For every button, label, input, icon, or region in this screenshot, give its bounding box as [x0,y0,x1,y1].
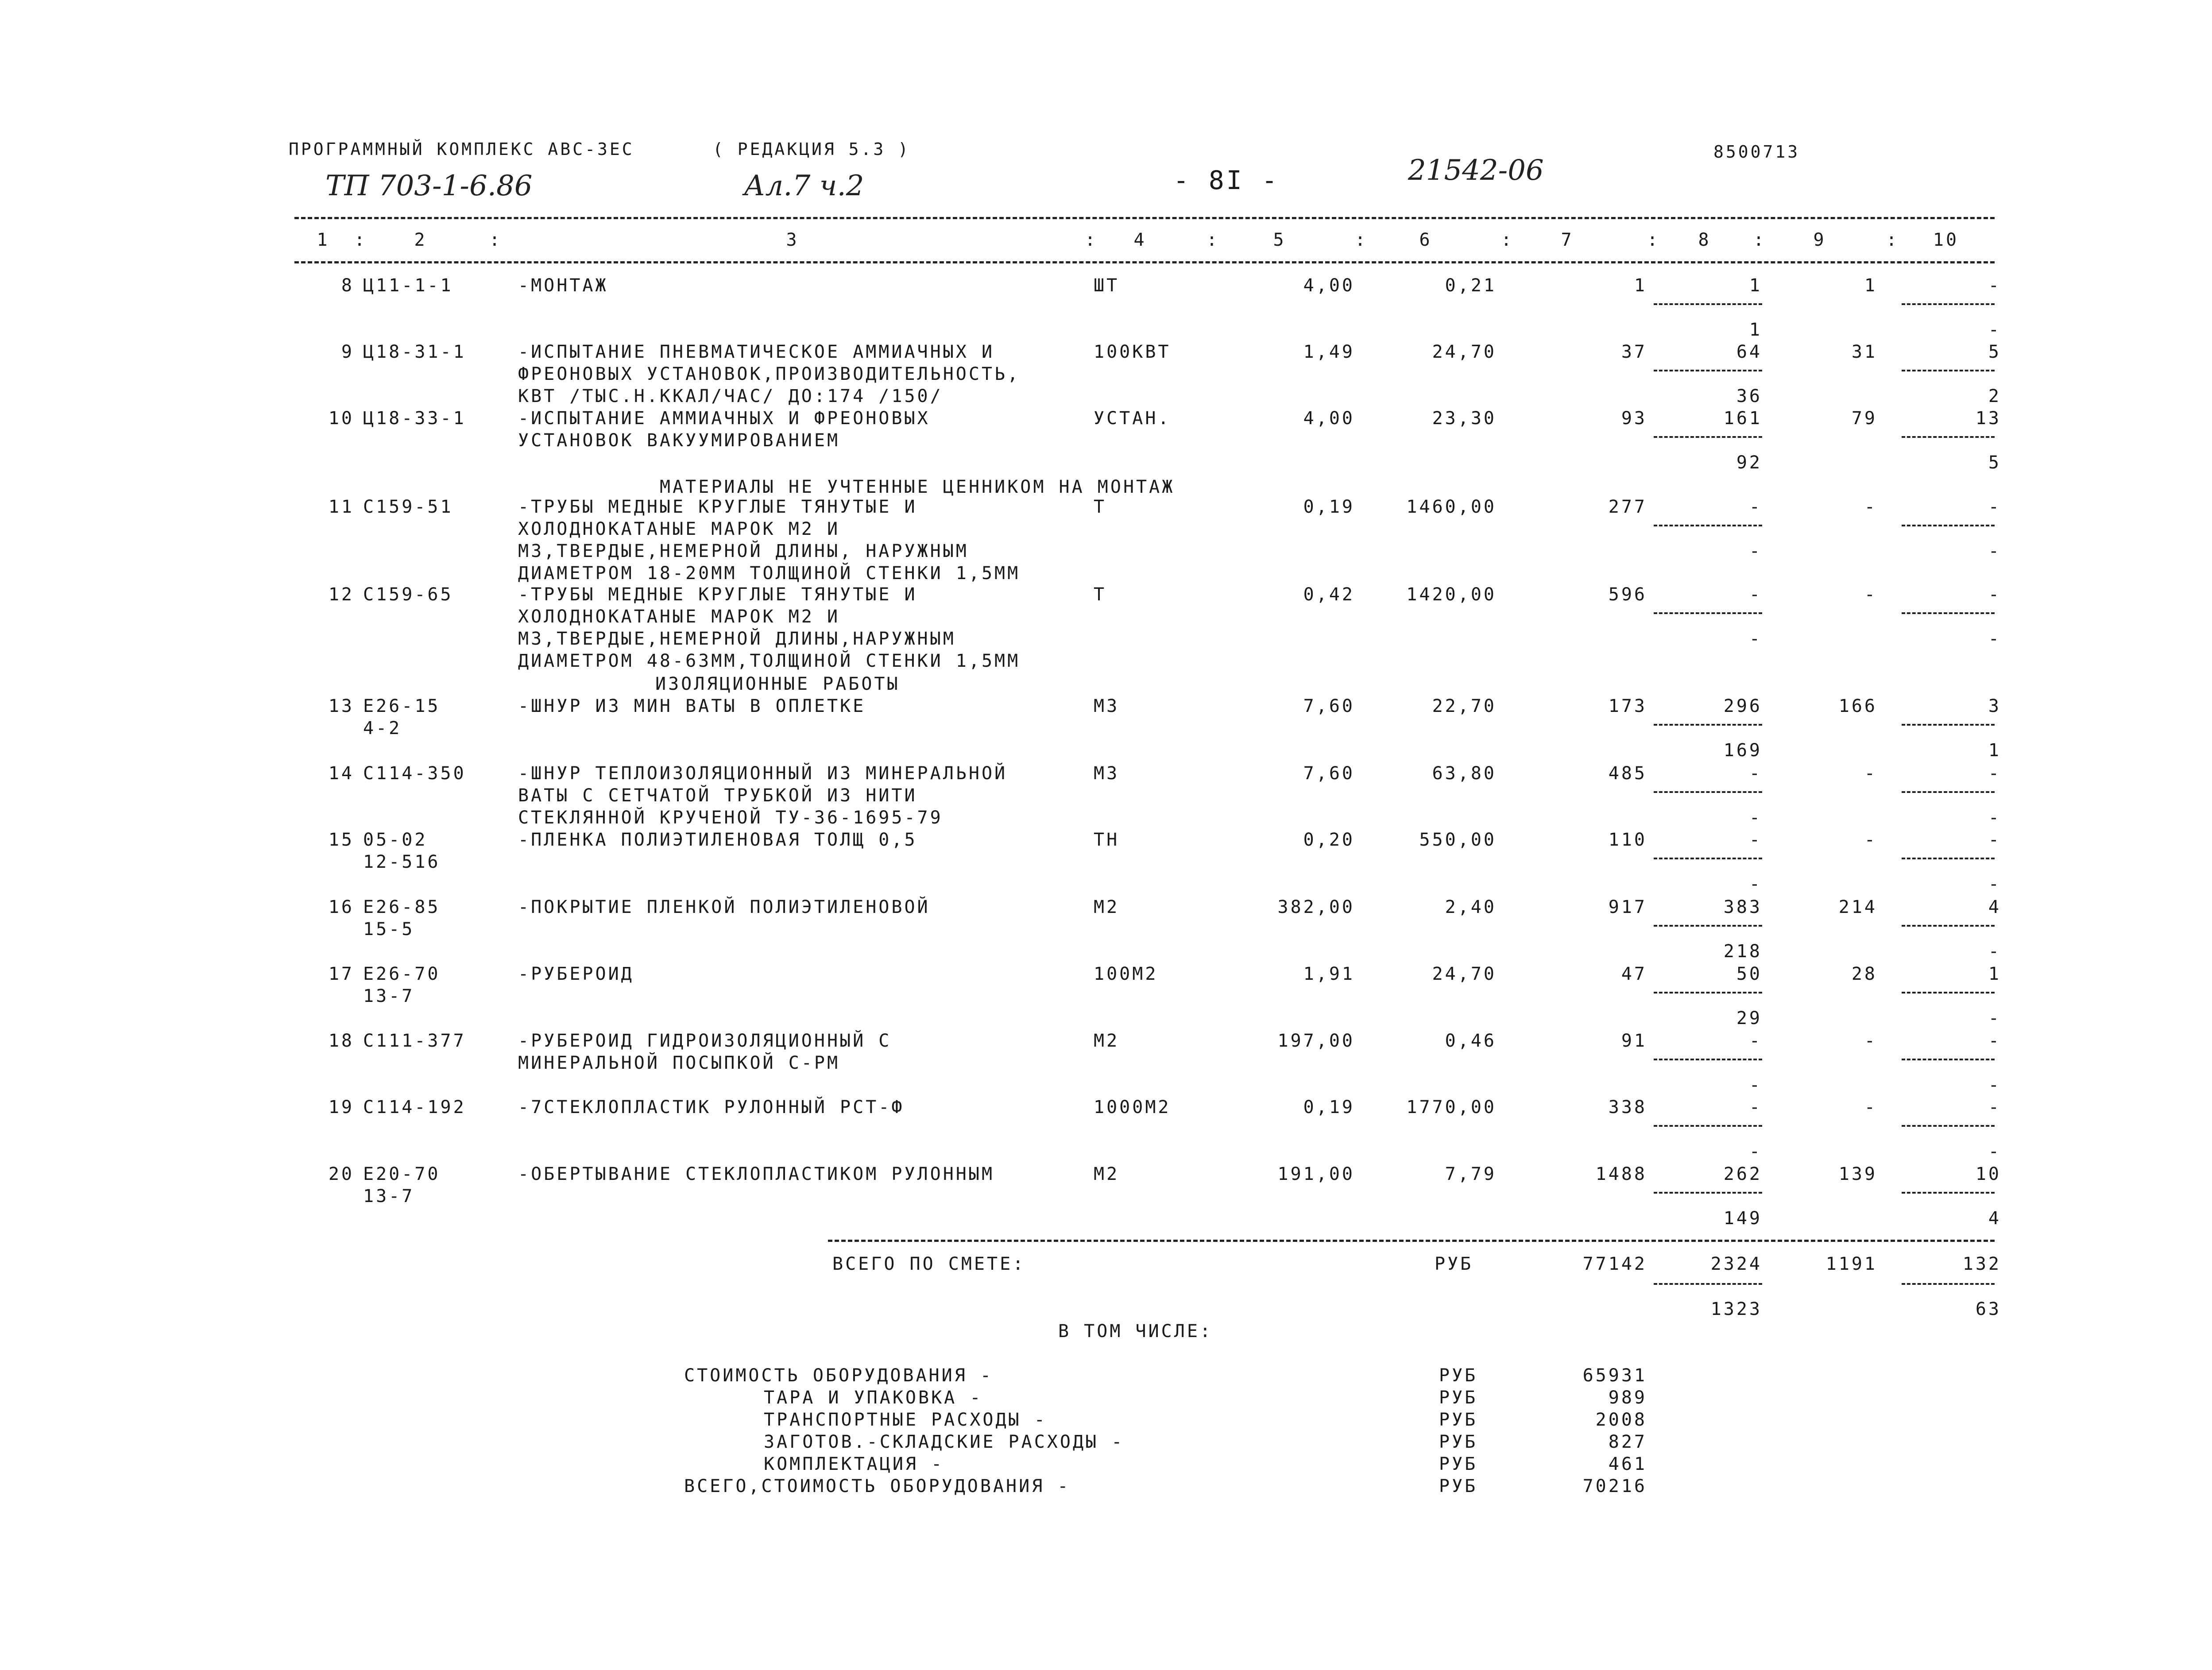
work-description: -ПЛЕНКА ПОЛИЭТИЛЕНОВАЯ ТОЛЩ 0,5 [518,830,917,850]
summary-value: 989 [1608,1388,1647,1408]
col8-lower-value: - [1749,1141,1762,1162]
col8-lower-value: - [1749,629,1762,649]
unit-price: 0,46 [1445,1031,1497,1051]
row-number: 13 [328,696,354,716]
unit-price: 1420,00 [1406,584,1497,605]
column-8-label: 8 [1698,230,1711,250]
col10-lower-value: - [1988,1008,2001,1028]
summary-unit: РУБ [1439,1365,1478,1386]
summary-label: ВСЕГО,СТОИМОСТЬ ОБОРУДОВАНИЯ - [684,1476,1071,1496]
unit-of-measure: Т [1094,584,1107,605]
rule-totals-top [828,1240,1995,1242]
column-9-label: 9 [1813,230,1826,250]
column-separator: : [1501,230,1514,250]
column-4-label: 4 [1133,230,1147,250]
row-number: 15 [328,830,354,850]
col8-lower-value: 1 [1749,320,1762,340]
col9-value: - [1864,584,1877,605]
col8-value: 296 [1723,696,1762,716]
col10-lower-value: 2 [1988,386,2001,406]
col10-fraction-line [1902,303,1995,305]
price-code: 4-2 [363,718,402,738]
work-description: ФРЕОНОВЫХ УСТАНОВОК,ПРОИЗВОДИТЕЛЬНОСТЬ, [518,364,1021,384]
total-cost: 1488 [1595,1164,1647,1184]
unit-of-measure: М3 [1094,696,1120,716]
work-description: -ШНУР ИЗ МИН ВАТЫ В ОПЛЕТКЕ [518,696,866,716]
col10-lower-value: - [1988,629,2001,649]
summary-label: ЗАГОТОВ.-СКЛАДСКИЕ РАСХОДЫ - [764,1432,1125,1452]
column-2-label: 2 [414,230,427,250]
including-label: В ТОМ ЧИСЛЕ: [1058,1321,1213,1341]
col8-value: 50 [1736,964,1762,984]
section-header-insulation: ИЗОЛЯЦИОННЫЕ РАБОТЫ [655,674,900,694]
total-cost: 485 [1608,763,1647,784]
unit-of-measure: 100КВТ [1094,342,1171,362]
totals-unit: РУБ [1435,1254,1473,1274]
quantity: 0,19 [1303,1097,1355,1117]
totals-col9: 1191 [1825,1254,1877,1274]
column-3-label: 3 [786,230,799,250]
work-description: -ОБЕРТЫВАНИЕ СТЕКЛОПЛАСТИКОМ РУЛОННЫМ [518,1164,995,1184]
rule-header-bottom [294,261,1995,263]
col8-value: - [1749,584,1762,605]
summary-label: ТРАНСПОРТНЫЕ РАСХОДЫ - [764,1410,1047,1430]
price-code: Ц18-33-1 [363,408,466,429]
unit-of-measure: УСТАН. [1094,408,1171,429]
col8-fraction-line [1654,992,1762,993]
col8-fraction-line [1654,1059,1762,1060]
total-cost: 277 [1608,497,1647,517]
col10-lower-value: 4 [1988,1208,2001,1229]
col10-fraction-line [1902,724,1995,726]
col8-value: - [1749,763,1762,784]
work-description: УСТАНОВОК ВАКУУМИРОВАНИЕМ [518,430,840,451]
quantity: 0,42 [1303,584,1355,605]
row-number: 17 [328,964,354,984]
col10-value: - [1988,830,2001,850]
work-description: ДИАМЕТРОМ 18-20ММ ТОЛЩИНОЙ СТЕНКИ 1,5ММ [518,563,1021,584]
col9-value: - [1864,830,1877,850]
col8-lower-value: 149 [1723,1208,1762,1229]
quantity: 0,20 [1303,830,1355,850]
col10-value: 5 [1988,342,2001,362]
unit-price: 550,00 [1419,830,1497,850]
col8-value: 64 [1736,342,1762,362]
col10-fraction-line [1902,370,1995,371]
work-description: ВАТЫ С СЕТЧАТОЙ ТРУБКОЙ ИЗ НИТИ [518,785,917,806]
col10-fraction-line [1902,992,1995,993]
col9-value: 28 [1851,964,1877,984]
column-6-label: 6 [1419,230,1432,250]
unit-price: 1770,00 [1406,1097,1497,1117]
col10-lower-value: - [1988,1141,2001,1162]
column-separator: : [1355,230,1368,250]
unit-price: 24,70 [1432,964,1497,984]
summary-unit: РУБ [1439,1388,1478,1408]
total-cost: 93 [1621,408,1647,429]
quantity: 0,19 [1303,497,1355,517]
work-description: СТЕКЛЯННОЙ КРУЧЕНОЙ ТУ-36-1695-79 [518,808,943,828]
quantity: 7,60 [1303,763,1355,784]
summary-value: 2008 [1595,1410,1647,1430]
col9-value: - [1864,763,1877,784]
price-code: Ц11-1-1 [363,275,453,296]
total-cost: 1 [1634,275,1647,296]
price-code: С159-65 [363,584,453,605]
work-description: ДИАМЕТРОМ 48-63ММ,ТОЛЩИНОЙ СТЕНКИ 1,5ММ [518,651,1021,671]
price-code: Е20-70 [363,1164,441,1184]
unit-of-measure: ШТ [1094,275,1120,296]
col8-fraction-line [1654,724,1762,726]
col10-fraction-line [1902,791,1995,793]
section-header-materials: МАТЕРИАЛЫ НЕ УЧТЕННЫЕ ЦЕННИКОМ НА МОНТАЖ [660,477,1175,497]
col10-fraction-line [1902,525,1995,526]
col10-lower-value: 1 [1988,740,2001,761]
row-number: 9 [341,342,354,362]
work-description: М3,ТВЕРДЫЕ,НЕМЕРНОЙ ДЛИНЫ, НАРУЖНЫМ [518,541,969,561]
col10-value: - [1988,1031,2001,1051]
col9-value: 214 [1838,897,1877,917]
summary-value: 461 [1608,1454,1647,1474]
price-code: 15-5 [363,919,415,939]
col8-fraction-line [1654,370,1762,371]
unit-price: 63,80 [1432,763,1497,784]
total-cost: 173 [1608,696,1647,716]
col8-value: - [1749,1097,1762,1117]
col8-fraction-line [1654,525,1762,526]
col9-value: 139 [1838,1164,1877,1184]
col8-lower-value: 36 [1736,386,1762,406]
column-separator: : [1886,230,1899,250]
program-name: ПРОГРАММНЫЙ КОМПЛЕКС АВС-ЗЕС [289,139,634,159]
summary-label: ТАРА И УПАКОВКА - [764,1388,983,1408]
quantity: 1,49 [1303,342,1355,362]
summary-value: 65931 [1582,1365,1647,1386]
column-separator: : [1085,230,1098,250]
summary-unit: РУБ [1439,1432,1478,1452]
column-5-label: 5 [1273,230,1286,250]
row-number: 11 [328,497,354,517]
col8-fraction-line [1654,612,1762,614]
column-1-label: 1 [317,230,330,250]
col8-fraction-line [1654,1192,1762,1194]
col10-lower-value: - [1988,541,2001,561]
quantity: 197,00 [1277,1031,1355,1051]
col10-fraction-line [1902,436,1995,438]
work-description: -7СТЕКЛОПЛАСТИК РУЛОННЫЙ РСТ-Ф [518,1097,905,1117]
totals-col8: 2324 [1710,1254,1762,1274]
col9-value: - [1864,497,1877,517]
rule-top [294,217,1995,219]
unit-price: 0,21 [1445,275,1497,296]
col10-lower-value: - [1988,808,2001,828]
work-description: ХОЛОДНОКАТАНЫЕ МАРОК М2 И [518,607,840,627]
unit-of-measure: М2 [1094,897,1120,917]
col8-lower-value: - [1749,541,1762,561]
col10-lower-value: - [1988,1075,2001,1095]
col8-value: 383 [1723,897,1762,917]
col10-fraction-line [1902,1059,1995,1060]
total-cost: 338 [1608,1097,1647,1117]
col8-fraction-line [1654,436,1762,438]
quantity: 191,00 [1277,1164,1355,1184]
work-description: -ТРУБЫ МЕДНЫЕ КРУГЛЫЕ ТЯНУТЫЕ И [518,584,917,605]
handwritten-tp-number: ТП 703-1-6.86 [325,170,533,202]
quantity: 4,00 [1303,275,1355,296]
price-code: С114-192 [363,1097,466,1117]
col10-lower-value: - [1988,941,2001,962]
column-separator: : [354,230,367,250]
col9-value: 166 [1838,696,1877,716]
col10-fraction-line [1902,1125,1995,1127]
col8-value: 1 [1749,275,1762,296]
totals-col10-fraction-line [1902,1283,1995,1285]
unit-of-measure: Т [1094,497,1107,517]
col10-value: 13 [1975,408,2001,429]
row-number: 18 [328,1031,354,1051]
work-description: КВТ /ТЫС.Н.ККАЛ/ЧАС/ ДО:174 /150/ [518,386,943,406]
col10-fraction-line [1902,858,1995,859]
col8-value: 262 [1723,1164,1762,1184]
col8-fraction-line [1654,1125,1762,1127]
summary-label: КОМПЛЕКТАЦИЯ - [764,1454,944,1474]
col8-lower-value: 92 [1736,452,1762,473]
unit-of-measure: 100М2 [1094,964,1158,984]
quantity: 4,00 [1303,408,1355,429]
col8-fraction-line [1654,858,1762,859]
col10-value: 4 [1988,897,2001,917]
price-code: 12-516 [363,852,441,872]
price-code: С159-51 [363,497,453,517]
work-description: -ТРУБЫ МЕДНЫЕ КРУГЛЫЕ ТЯНУТЫЕ И [518,497,917,517]
document-code: 8500713 [1713,142,1800,162]
totals-col8-fraction-line [1654,1283,1762,1285]
unit-price: 2,40 [1445,897,1497,917]
col8-lower-value: - [1749,874,1762,894]
col9-value: - [1864,1031,1877,1051]
col10-fraction-line [1902,925,1995,927]
price-code: Е26-70 [363,964,441,984]
col10-lower-value: 5 [1988,452,2001,473]
col8-lower-value: - [1749,1075,1762,1095]
work-description: МИНЕРАЛЬНОЙ ПОСЫПКОЙ С-РМ [518,1053,840,1073]
unit-price: 22,70 [1432,696,1497,716]
price-code: Е26-15 [363,696,441,716]
unit-of-measure: М2 [1094,1164,1120,1184]
col10-value: - [1988,584,2001,605]
total-cost: 37 [1621,342,1647,362]
total-cost: 596 [1608,584,1647,605]
handwritten-project-number: 21542-06 [1408,154,1544,187]
unit-price: 7,79 [1445,1164,1497,1184]
row-number: 19 [328,1097,354,1117]
work-description: -ПОКРЫТИЕ ПЛЕНКОЙ ПОЛИЭТИЛЕНОВОЙ [518,897,930,917]
column-separator: : [1647,230,1660,250]
col10-value: - [1988,1097,2001,1117]
col8-fraction-line [1654,791,1762,793]
work-description: М3,ТВЕРДЫЕ,НЕМЕРНОЙ ДЛИНЫ,НАРУЖНЫМ [518,629,956,649]
col10-value: 3 [1988,696,2001,716]
unit-of-measure: ТН [1094,830,1120,850]
col10-value: - [1988,763,2001,784]
price-code: 05-02 [363,830,428,850]
col8-value: - [1749,830,1762,850]
col8-lower-value: 218 [1723,941,1762,962]
col8-fraction-line [1654,925,1762,927]
total-cost: 917 [1608,897,1647,917]
row-number: 16 [328,897,354,917]
col8-lower-value: 169 [1723,740,1762,761]
summary-value: 827 [1608,1432,1647,1452]
unit-price: 24,70 [1432,342,1497,362]
totals-col10: 132 [1962,1254,2001,1274]
total-cost: 47 [1621,964,1647,984]
total-cost: 110 [1608,830,1647,850]
unit-price: 1460,00 [1406,497,1497,517]
col9-value: 1 [1864,275,1877,296]
col10-lower-value: - [1988,320,2001,340]
col10-lower-value: - [1988,874,2001,894]
price-code: Е26-85 [363,897,441,917]
quantity: 7,60 [1303,696,1355,716]
total-cost: 91 [1621,1031,1647,1051]
handwritten-album-label: Ал.7 ч.2 [744,170,864,202]
price-code: С114-350 [363,763,466,784]
col9-value: 31 [1851,342,1877,362]
col8-value: - [1749,497,1762,517]
col10-value: 1 [1988,964,2001,984]
summary-value: 70216 [1582,1476,1647,1496]
unit-price: 23,30 [1432,408,1497,429]
summary-unit: РУБ [1439,1410,1478,1430]
col10-value: - [1988,275,2001,296]
price-code: С111-377 [363,1031,466,1051]
col8-value: 161 [1723,408,1762,429]
row-number: 14 [328,763,354,784]
col8-value: - [1749,1031,1762,1051]
unit-of-measure: М2 [1094,1031,1120,1051]
work-description: -РУБЕРОИД ГИДРОИЗОЛЯЦИОННЫЙ С [518,1031,892,1051]
page-number: - 8I - [1173,165,1280,195]
row-number: 8 [341,275,354,296]
work-description: -ИСПЫТАНИЕ АММИАЧНЫХ И ФРЕОНОВЫХ [518,408,930,429]
unit-of-measure: М3 [1094,763,1120,784]
col8-fraction-line [1654,303,1762,305]
quantity: 382,00 [1277,897,1355,917]
price-code: Ц18-31-1 [363,342,466,362]
summary-unit: РУБ [1439,1476,1478,1496]
price-code: 13-7 [363,1186,415,1206]
summary-unit: РУБ [1439,1454,1478,1474]
col10-fraction-line [1902,612,1995,614]
work-description: -РУБЕРОИД [518,964,634,984]
row-number: 20 [328,1164,354,1184]
col8-lower-value: - [1749,808,1762,828]
col8-lower-value: 29 [1736,1008,1762,1028]
work-description: ХОЛОДНОКАТАНЫЕ МАРОК М2 И [518,519,840,539]
totals-label: ВСЕГО ПО СМЕТЕ: [832,1254,1026,1274]
totals-col8-lower: 1323 [1710,1299,1762,1319]
col10-value: 10 [1975,1164,2001,1184]
price-code: 13-7 [363,986,415,1006]
totals-col10-lower: 63 [1975,1299,2001,1319]
col10-value: - [1988,497,2001,517]
unit-of-measure: 1000М2 [1094,1097,1171,1117]
totals-amount: 77142 [1582,1254,1647,1274]
summary-label: СТОИМОСТЬ ОБОРУДОВАНИЯ - [684,1365,993,1386]
quantity: 1,91 [1303,964,1355,984]
work-description: -ШНУР ТЕПЛОИЗОЛЯЦИОННЫЙ ИЗ МИНЕРАЛЬНОЙ [518,763,1008,784]
col10-fraction-line [1902,1192,1995,1194]
column-7-label: 7 [1561,230,1574,250]
column-separator: : [489,230,503,250]
column-10-label: 10 [1933,230,1959,250]
column-separator: : [1207,230,1220,250]
row-number: 10 [328,408,354,429]
work-description: -ИСПЫТАНИЕ ПНЕВМАТИЧЕСКОЕ АММИАЧНЫХ И [518,342,995,362]
col9-value: 79 [1851,408,1877,429]
row-number: 12 [328,584,354,605]
work-description: -МОНТАЖ [518,275,608,296]
col9-value: - [1864,1097,1877,1117]
column-separator: : [1753,230,1767,250]
edition-label: ( РЕДАКЦИЯ 5.3 ) [713,139,911,159]
